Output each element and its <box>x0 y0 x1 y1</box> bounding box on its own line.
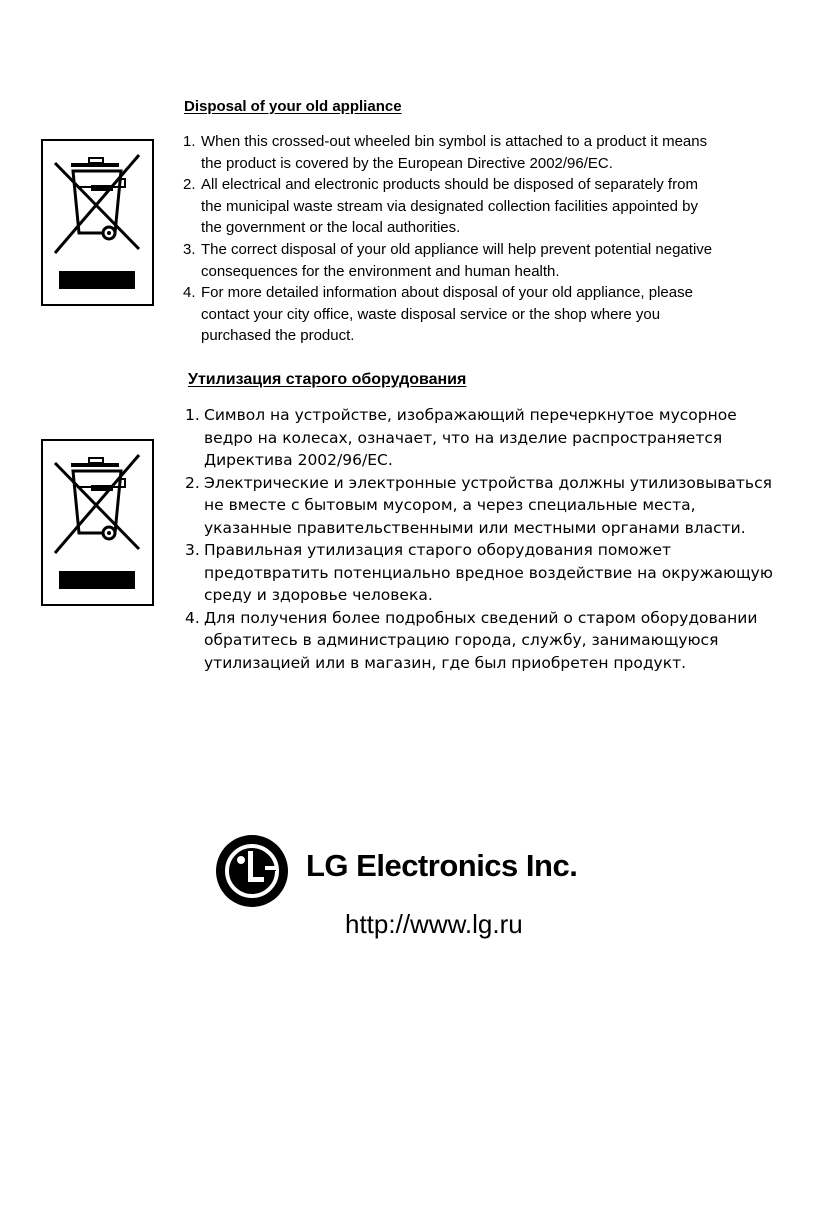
company-url: http://www.lg.ru <box>345 909 523 939</box>
crossed-out-wheeled-bin-icon <box>41 439 154 606</box>
list-item: 3. The correct disposal of your old appliance will help prevent potential negative consequences for the environment and human health. <box>183 240 713 280</box>
list-item: 2. All electrical and electronic products should be disposed of separately from the municipal waste stream via designated collection facilities appointed by the government or the local authorities. <box>183 176 698 237</box>
list-item: 2. Электрические и электронные устройства должны утилизовываться не вместе с бытовым мусором, а через специальные места, указанные правительственными или местными органами власти. <box>185 473 772 537</box>
list-item: 3. Правильная утилизация старого оборудования поможет предотвратить потенциально вредное воздействие на окружающую среду и здоровье человека. <box>185 541 773 604</box>
company-name: LG Electronics Inc. <box>306 848 578 883</box>
russian-item-list <box>185 404 800 674</box>
list-item: 1. Символ на устройстве, изображающий перечеркнутое мусорное ведро на колесах, означает, что на изделие распространяется Директива 2002/96/EC. <box>185 406 737 469</box>
list-item: 4. Для получения более подробных сведений о старом оборудовании обратитесь в администрацию города, службу, занимающуюся утилизацией или в магазин, где был приобретен продукт. <box>185 608 758 672</box>
lg-logo-icon <box>215 834 289 908</box>
section-title-english: Disposal of your old appliance <box>184 98 402 115</box>
list-item: 4. For more detailed information about disposal of your old appliance, please contact your city office, waste disposal service or the shop where you purchased the product. <box>183 284 693 345</box>
crossed-out-wheeled-bin-icon <box>41 139 154 306</box>
section-title-russian: Утилизация старого оборудования <box>188 371 467 388</box>
english-item-list <box>183 131 783 347</box>
list-item: 1. When this crossed-out wheeled bin symbol is attached to a product it means the product is covered by the European Directive 2002/96/EC. <box>183 133 708 172</box>
